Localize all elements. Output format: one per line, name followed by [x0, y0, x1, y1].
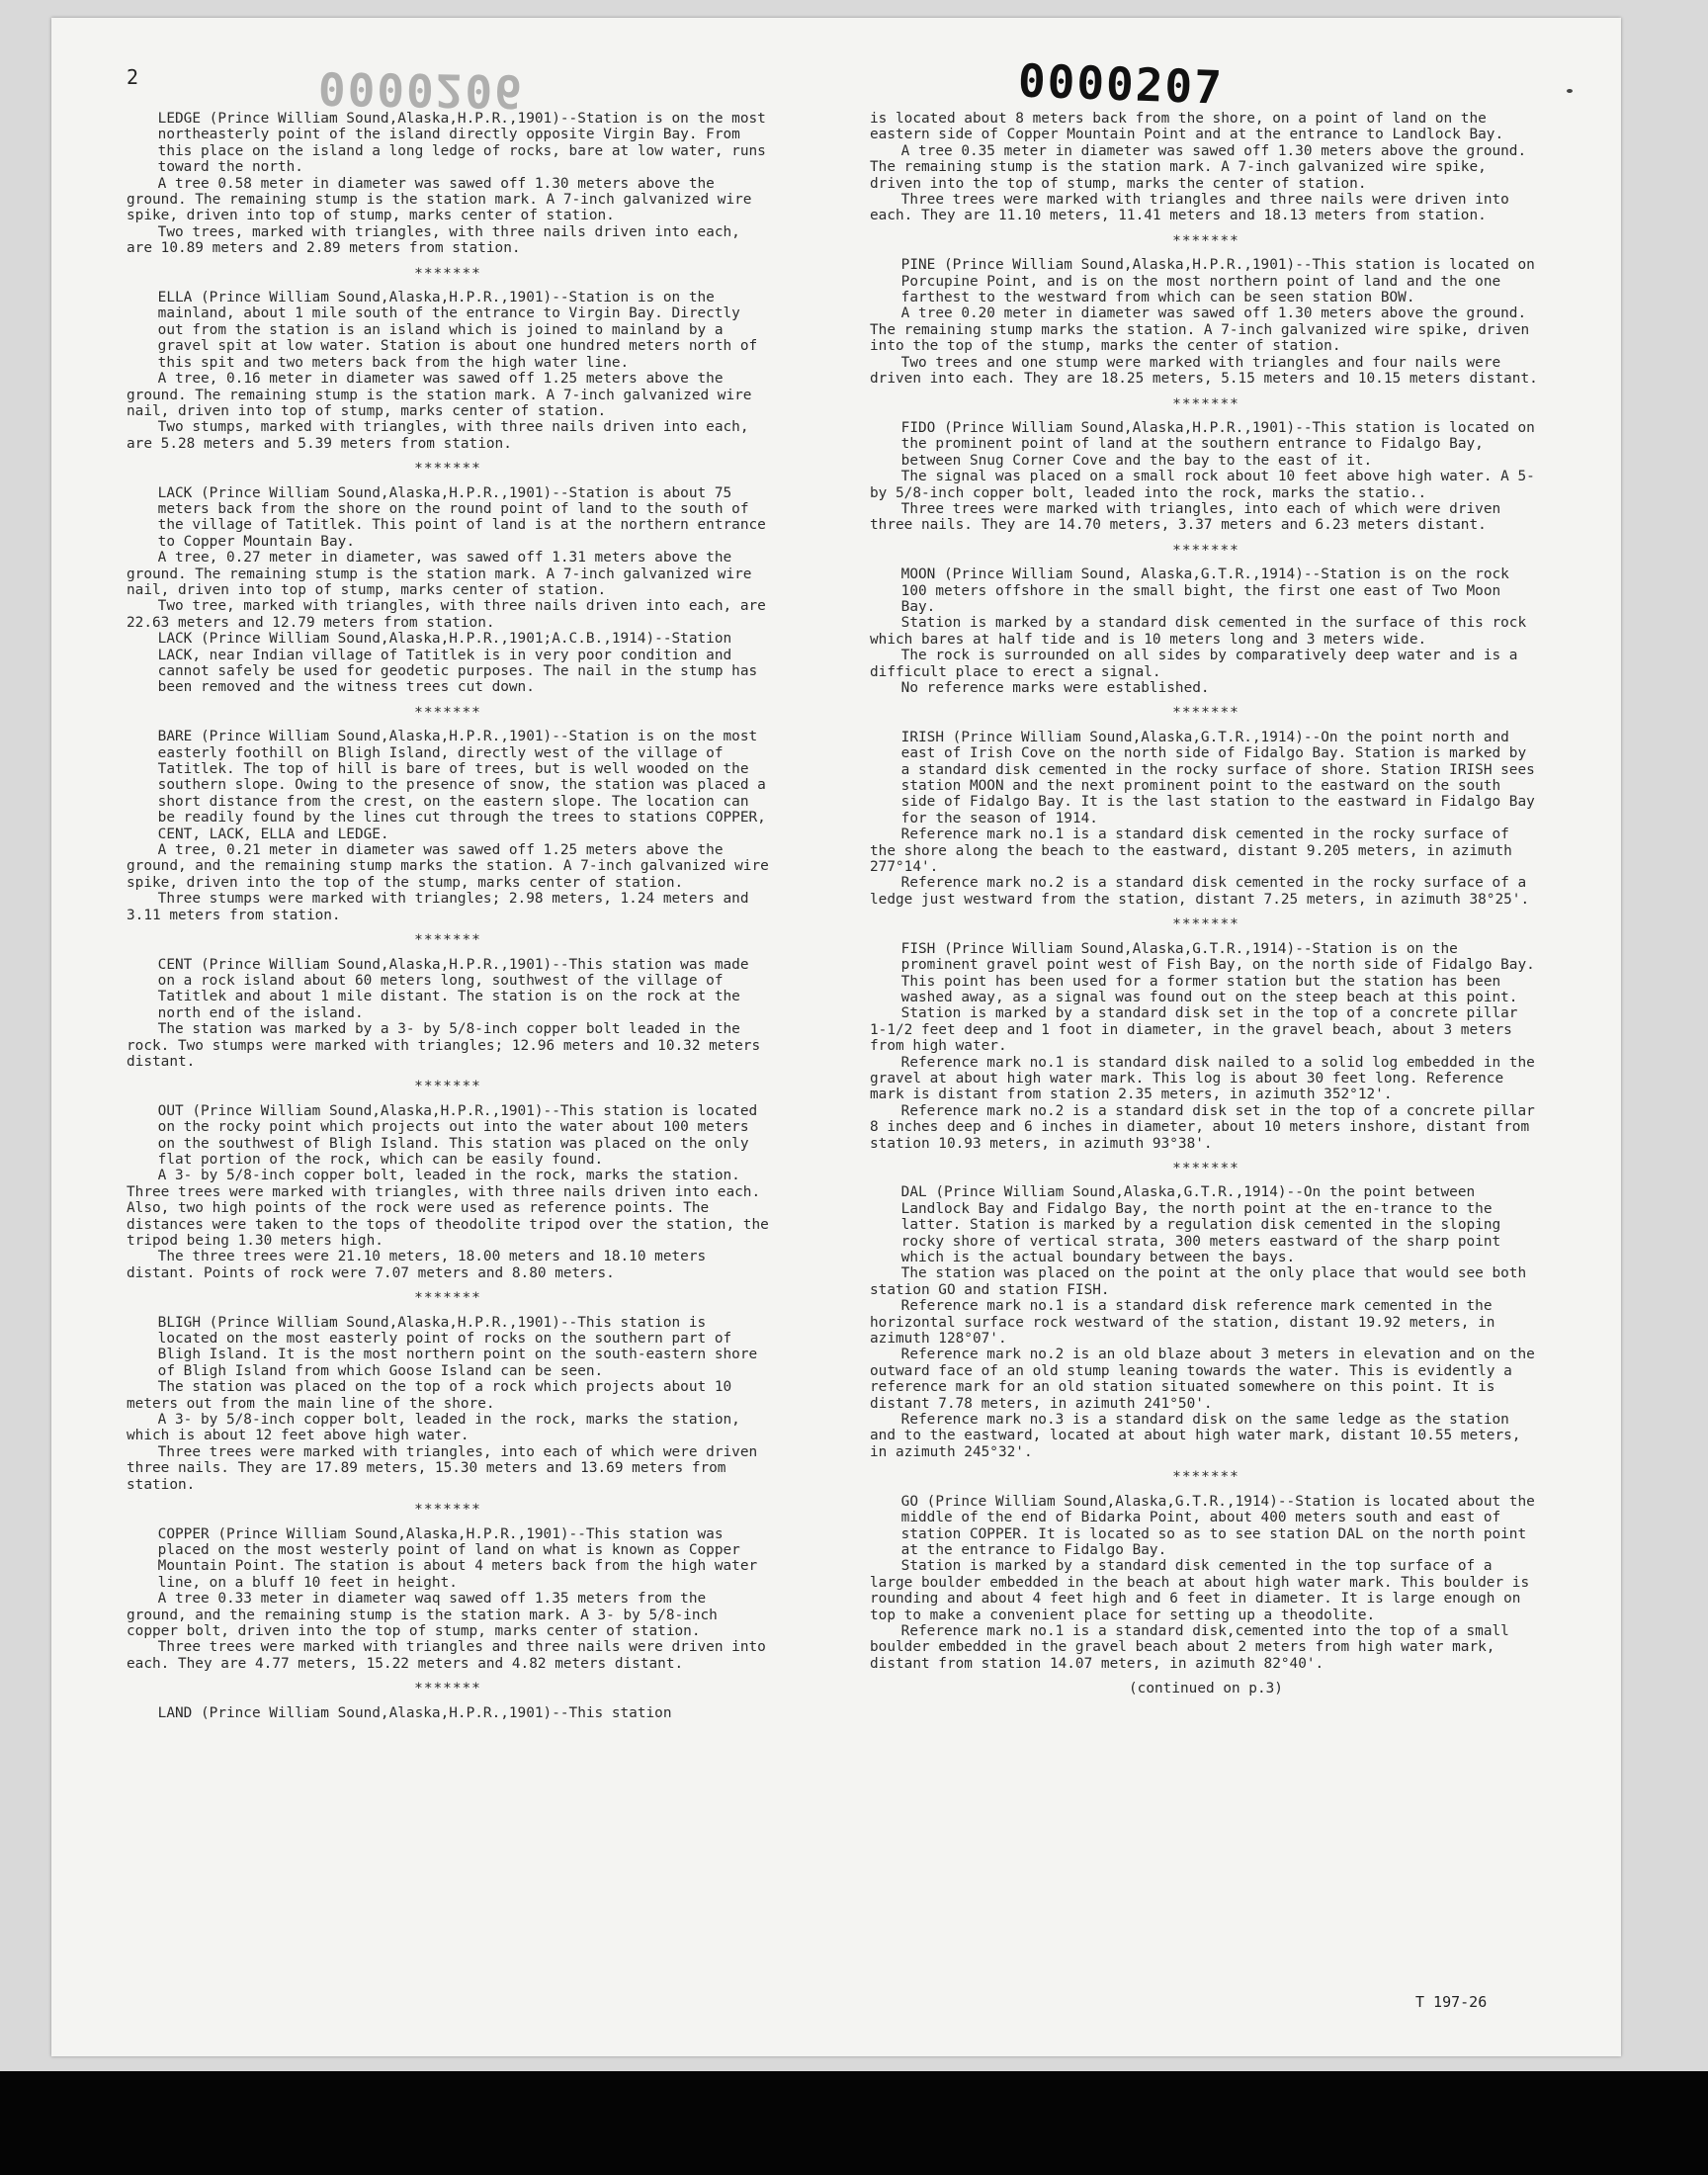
station-detail: Reference mark no.1 is a standard disk reference mark cemented in the horizontal surface rock westward of the station, distant 19.92 meters, in azimuth 128°07'. — [870, 1298, 1495, 1348]
station-description: LEDGE (Prince William Sound,Alaska,H.P.R.,1901)--Station is on the most northeasterly point of the island directly opposite Virgin Bay. From this place on the island a long ledge of rocks, bare at low water, runs toward the north. — [157, 111, 766, 176]
station-detail: Reference mark no.1 is a standard disk cemented in the rocky surface of the shore along the beach to the eastward, distant 9.205 meters, in azimuth 277°14'. — [870, 826, 1512, 876]
station-detail: A tree, 0.16 meter in diameter was sawed off 1.25 meters above the ground. The remaining stump is the station mark. A 7-inch galvanized wire nail, driven into top of stump, marks center of station. — [127, 371, 752, 419]
station-detail: A tree, 0.21 meter in diameter was sawed off 1.25 meters above the ground, and the remaining stump marks the station. A 7-inch galvanized wire spike, driven into the top of the stump, marks center of station. — [127, 842, 769, 891]
station-description: OUT (Prince William Sound,Alaska,H.P.R.,1901)--This station is located on the rocky point which projects out into the water about 100 meters on the southwest of Bligh Island. This station was placed on the only flat portion of the rock, which can be easily found. — [157, 1102, 758, 1168]
entry-separator: ******* — [414, 932, 481, 949]
station-entry — [127, 631, 769, 696]
station-detail: A tree, 0.27 meter in diameter, was sawed off 1.31 meters above the ground. The remaining stump is the station mark. A 7-inch galvanized wire nail, driven into top of stump, marks center of station. — [127, 550, 752, 598]
station-entry — [127, 1705, 769, 1721]
station-detail: The signal was placed on a small rock about 10 feet above high water. A 5- by 5/8-inch copper bolt, leaded into the rock, marks the statio.. — [870, 469, 1535, 501]
station-detail: Reference mark no.1 is standard disk nailed to a solid log embedded in the gravel at about high water mark. This log is about 30 feet long. Reference mark is distant from station 2.35 meters, in azimuth 352°12'. — [870, 1054, 1535, 1103]
station-detail: Station is marked by a standard disk cemented in the surface of this rock which bares at half tide and is 10 meters long and 3 meters wide. — [870, 615, 1527, 648]
continued-note: (continued on p.3) — [1129, 1681, 1283, 1697]
station-entry — [127, 290, 769, 452]
ink-speck — [1567, 89, 1573, 93]
right-text-column — [870, 111, 1542, 1697]
station-entry — [870, 420, 1542, 534]
entry-separator: ******* — [1172, 705, 1239, 722]
station-detail: Three trees were marked with triangles and three nails were driven into each. They are 4.77 meters, 15.22 meters and 4.82 meters distant. — [127, 1639, 766, 1672]
station-description: GO (Prince William Sound,Alaska,G.T.R.,1914)--Station is located about the middle of the end of Bidarka Point, about 400 meters south and east of station COPPER. It is located so as to see station DAL on the north point at the entrance to Fidalgo Bay. — [900, 1493, 1535, 1558]
entry-separator: ******* — [1172, 1469, 1239, 1486]
station-entry — [127, 1526, 769, 1673]
station-entry — [870, 730, 1542, 908]
entry-separator: ******* — [414, 1681, 481, 1697]
station-detail: The rock is surrounded on all sides by comparatively deep water and is a difficult place to erect a signal. — [870, 648, 1518, 680]
station-description: ELLA (Prince William Sound,Alaska,H.P.R.,1901)--Station is on the mainland, about 1 mile south of the entrance to Virgin Bay. Directly out from the station is an island which is joined to mainland by a gravel spit at low water. Station is about one hundred meters north of this spit and two meters back from the high water line. — [157, 290, 758, 371]
entry-separator: ******* — [414, 461, 481, 478]
station-description: BLIGH (Prince William Sound,Alaska,H.P.R.,1901)--This station is located on the most easterly point of rocks on the southern part of Bligh Island. It is the most northern point on the south-eastern shore of Bligh Island from which Goose Island can be seen. — [157, 1314, 758, 1379]
station-entry — [870, 566, 1542, 696]
station-detail: Two trees and one stump were marked with triangles and four nails were driven into each. They are 18.25 meters, 5.15 meters and 10.15 meters distant. — [870, 354, 1538, 388]
station-entry — [870, 1184, 1542, 1460]
station-detail: The station was placed on the point at the only place that would see both station GO and station FISH. — [870, 1265, 1527, 1298]
station-detail: Reference mark no.3 is a standard disk on the same ledge as the station and to the eastward, located at about high water mark, distant 10.55 meters, in azimuth 245°32'. — [870, 1412, 1521, 1460]
station-detail: A tree 0.58 meter in diameter was sawed off 1.30 meters above the ground. The remaining stump is the station mark. A 7-inch galvanized wire spike, driven into top of stump, marks center of station. — [127, 175, 752, 224]
station-entry — [127, 729, 769, 923]
station-detail: A 3- by 5/8-inch copper bolt, leaded in the rock, marks the station. Three trees were marked with triangles, with three nails driven into each. Also, two high points of the rock were used as reference points. The distances were taken to the tops of theodolite tripod over the station, the tripod being 1.30 meters high. — [127, 1168, 769, 1249]
station-detail: Station is marked by a standard disk cemented in the top surface of a large boulder embedded in the beach at about high water mark. This boulder is rounding and about 4 feet high and 6 feet in diameter. It is large enough on top to make a convenient place for setting up a theodolite. — [870, 1558, 1530, 1623]
document-footer-code: T 197-26 — [1415, 1993, 1488, 2011]
station-description: DAL (Prince William Sound,Alaska,G.T.R.,1914)--On the point between Landlock Bay and Fidalgo Bay, the north point at the en-trance to the latter. Station is marked by a regulation disk cemented in the sloping rocky shore of vertical strata, 300 meters eastward of the sharp point which is the actual boundary between the bays. — [900, 1184, 1501, 1265]
station-entry — [870, 941, 1542, 1152]
station-description: FIDO (Prince William Sound,Alaska,H.P.R.,1901)--This station is located on the prominent point of land at the southern entrance to Fidalgo Bay, between Snug Corner Cove and the bay to the east of it. — [900, 419, 1535, 469]
station-description: is located about 8 meters back from the shore, on a point of land on the eastern side of Copper Mountain Point and at the entrance to Landlock Bay. — [870, 111, 1504, 143]
station-description: BARE (Prince William Sound,Alaska,H.P.R.,1901)--Station is on the most easterly foothill on Bligh Island, directly west of the village of Tatitlek. The top of hill is bare of trees, but is well wooded on the southern slope. Owing to the presence of snow, the station was placed a short distance from the crest, on the eastern slope. The location can be readily found by the lines cut through the trees to stations COPPER, CENT, LACK, ELLA and LEDGE. — [157, 729, 766, 842]
page-number: 2 — [127, 65, 139, 89]
station-detail: A 3- by 5/8-inch copper bolt, leaded in the rock, marks the station, which is about 12 feet above high water. — [127, 1412, 740, 1444]
station-detail: The station was placed on the top of a rock which projects about 10 meters out from the main line of the shore. — [127, 1379, 732, 1412]
entry-separator: ******* — [1172, 1160, 1239, 1176]
station-entry — [127, 1103, 769, 1281]
station-description: COPPER (Prince William Sound,Alaska,H.P.R.,1901)--This station was placed on the most westerly point of land on what is known as Copper Mountain Point. The station is about 4 meters back from the high water line, on a bluff 10 feet in height. — [157, 1525, 758, 1591]
entry-separator: ******* — [414, 1079, 481, 1095]
scan-bottom-edge — [0, 2071, 1708, 2175]
station-detail: Three trees were marked with triangles, into each of which were driven three nails. They are 14.70 meters, 3.37 meters and 6.23 meters distant. — [870, 500, 1501, 534]
station-detail: A tree 0.20 meter in diameter was sawed off 1.30 meters above the ground. The remaining stump marks the station. A 7-inch galvanized wire spike, driven into the top of the stump, marks the center of station. — [870, 305, 1530, 355]
entry-separator: ******* — [414, 265, 481, 282]
station-entry — [127, 485, 769, 632]
document-serial-number: 0000207 — [1017, 53, 1225, 115]
station-detail: Reference mark no.2 is an old blaze about 3 meters in elevation and on the outward face of an old stump leaning towards the water. This is evidently a reference mark for an old station situated somewhere on this point. It is distant 7.78 meters, in azimuth 241°50'. — [870, 1347, 1535, 1412]
station-entry — [870, 111, 1542, 224]
station-entry — [127, 1315, 769, 1493]
station-detail: Reference mark no.2 is a standard disk cemented in the rocky surface of a ledge just westward from the station, distant 7.25 meters, in azimuth 38°25'. — [870, 875, 1530, 908]
entry-separator: ******* — [414, 1502, 481, 1519]
entry-separator: ******* — [414, 1290, 481, 1307]
station-detail: Three stumps were marked with triangles; 2.98 meters, 1.24 meters and 3.11 meters from station. — [127, 891, 749, 923]
station-detail: Station is marked by a standard disk set in the top of a concrete pillar 1-1/2 feet deep and 1 foot in diameter, in the gravel beach, about 3 meters from high water. — [870, 1005, 1518, 1055]
station-description: MOON (Prince William Sound, Alaska,G.T.R.,1914)--Station is on the rock 100 meters offshore in the small bight, the first one east of Two Moon Bay. — [900, 566, 1509, 615]
bleed-through-serial-number: 0000206 — [317, 61, 525, 119]
entry-separator: ******* — [1172, 232, 1239, 249]
entry-separator: ******* — [1172, 542, 1239, 559]
station-detail: Three trees were marked with triangles and three nails were driven into each. They are 11.10 meters, 11.41 meters and 18.13 meters from station. — [870, 192, 1509, 224]
station-entry — [127, 957, 769, 1071]
station-detail: Two stumps, marked with triangles, with three nails driven into each, are 5.28 meters and 5.39 meters from station. — [127, 419, 749, 452]
entry-separator: ******* — [414, 704, 481, 721]
station-detail: Reference mark no.1 is a standard disk,cemented into the top of a small boulder embedded in the gravel beach about 2 meters from high water mark, distant from station 14.07 meters, in azimuth 82°40'. — [870, 1622, 1509, 1672]
station-detail: Two trees, marked with triangles, with three nails driven into each, are 10.89 meters and 2.89 meters from station. — [127, 223, 740, 257]
station-detail: The three trees were 21.10 meters, 18.00 meters and 18.10 meters distant. Points of rock were 7.07 meters and 8.80 meters. — [127, 1249, 707, 1281]
station-entry — [870, 1494, 1542, 1672]
station-detail: Reference mark no.2 is a standard disk set in the top of a concrete pillar 8 inches deep and 6 inches in diameter, about 10 meters inshore, distant from station 10.93 meters, in azimuth 93°38'. — [870, 1102, 1535, 1152]
station-detail: No reference marks were established. — [900, 680, 1210, 696]
station-detail: A tree 0.35 meter in diameter was sawed off 1.30 meters above the ground. The remaining stump is the station mark. A 7-inch galvanized wire spike, driven into the top of stump, marks the center of station. — [870, 142, 1527, 192]
station-description: CENT (Prince William Sound,Alaska,H.P.R.,1901)--This station was made on a rock island about 60 meters long, southwest of the village of Tatitlek and about 1 mile distant. The station is on the rock at the north end of the island. — [157, 956, 749, 1021]
station-description: IRISH (Prince William Sound,Alaska,G.T.R.,1914)--On the point north and east of Irish Cove on the north side of Fidalgo Bay. Station is marked by a standard disk cemented in the rocky surface of shore. Station IRISH sees station MOON and the next prominent point to the eastward on the south side of Fidalgo Bay. It is the last station to the eastward in Fidalgo Bay for the season of 1914. — [900, 729, 1535, 826]
station-description: LACK (Prince William Sound,Alaska,H.P.R.,1901;A.C.B.,1914)--Station LACK, near Indian village of Tatitlek is in very poor condition and cannot safely be used for geodetic purposes. The nail in the stump has been removed and the witness trees cut down. — [157, 631, 758, 696]
station-entry — [870, 257, 1542, 387]
left-text-column — [127, 111, 769, 1721]
station-detail: Three trees were marked with triangles, into each of which were driven three nails. They are 17.89 meters, 15.30 meters and 13.69 meters from station. — [127, 1443, 758, 1493]
entry-separator: ******* — [1172, 395, 1239, 412]
station-description: LAND (Prince William Sound,Alaska,H.P.R.,1901)--This station — [157, 1704, 672, 1721]
station-detail: The station was marked by a 3- by 5/8-inch copper bolt leaded in the rock. Two stumps were marked with triangles; 12.96 meters and 10.32 meters distant. — [127, 1021, 761, 1070]
station-description: FISH (Prince William Sound,Alaska,G.T.R.,1914)--Station is on the prominent gravel point west of Fish Bay, on the north side of Fidalgo Bay. This point has been used for a former station but the station has been washed away, as a signal was found out on the steep beach at this point. — [900, 940, 1535, 1005]
station-entry — [127, 111, 769, 257]
station-detail: A tree 0.33 meter in diameter waq sawed off 1.35 meters from the ground, and the remaining stump is the station mark. A 3- by 5/8-inch copper bolt, driven into the top of stump, marks center of station. — [127, 1591, 718, 1639]
station-description: LACK (Prince William Sound,Alaska,H.P.R.,1901)--Station is about 75 meters back from the shore on the round point of land to the south of the village of Tatitlek. This point of land is at the northern entrance to Copper Mountain Bay. — [157, 484, 766, 550]
station-detail: Two tree, marked with triangles, with three nails driven into each, are 22.63 meters and 12.79 meters from station. — [127, 598, 766, 631]
station-description: PINE (Prince William Sound,Alaska,H.P.R.,1901)--This station is located on Porcupine Point, and is on the most northern point of land and the one farthest to the westward from which can be seen station BOW. — [900, 257, 1535, 306]
entry-separator: ******* — [1172, 916, 1239, 933]
